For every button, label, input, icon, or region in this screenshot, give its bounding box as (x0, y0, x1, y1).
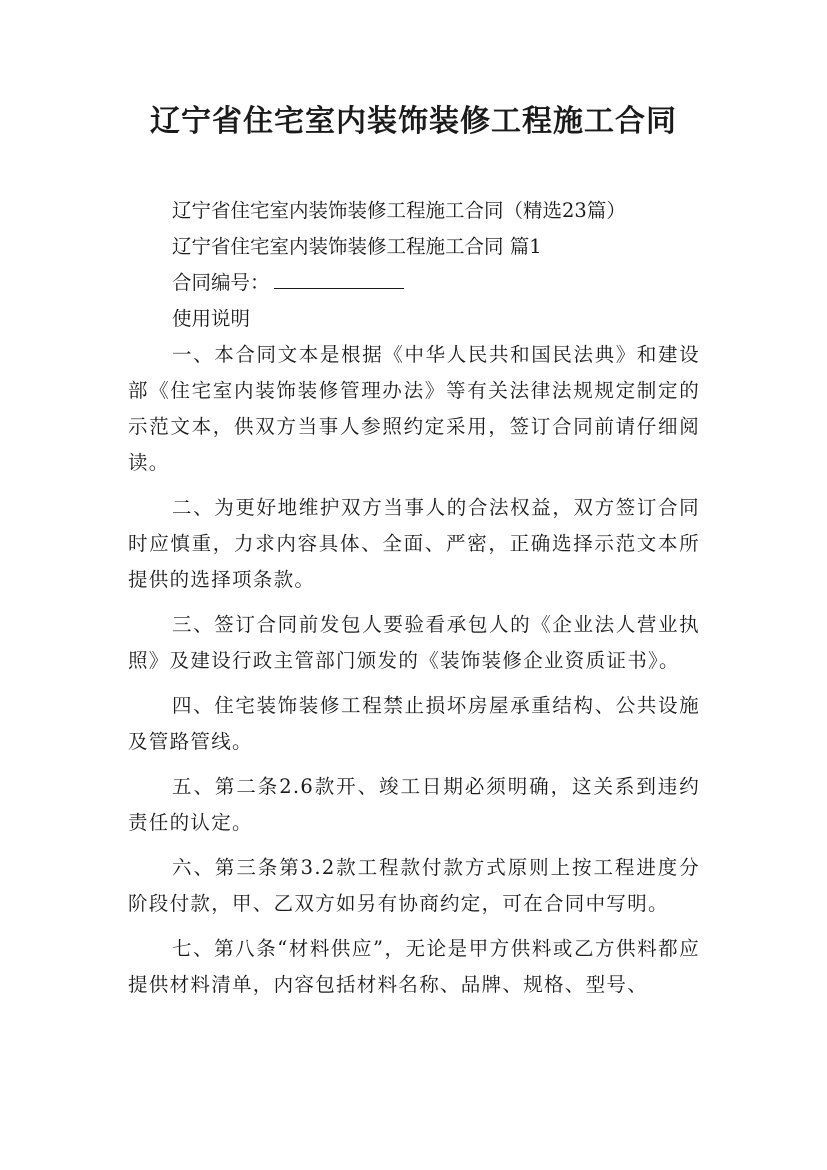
contract-number-blank (274, 270, 404, 289)
paragraph-4: 四、住宅装饰装修工程禁止损坏房屋承重结构、公共设施及管路管线。 (128, 694, 700, 753)
contract-number-label: 合同编号： (172, 271, 270, 294)
collection-title: 辽宁省住宅室内装饰装修工程施工合同（精选23篇） (172, 199, 626, 222)
paragraph-1: 一、本合同文本是根据《中华人民共和国民法典》和建设部《住宅室内装饰装修管理办法》等有关法律法规规定制定的示范文本，供双方当事人参照约定采用，签订合同前请仔细阅读。 (128, 343, 700, 474)
document-title: 辽宁省住宅室内装饰装修工程施工合同 (150, 104, 677, 139)
paragraph-5: 五、第二条2.6款开、竣工日期必须明确，这关系到违约责任的认定。 (128, 775, 700, 834)
article-title: 辽宁省住宅室内装饰装修工程施工合同 篇1 (172, 235, 542, 258)
paragraph-6: 六、第三条第3.2款工程款付款方式原则上按工程进度分阶段付款，甲、乙双方如另有协商约定，可在合同中写明。 (128, 856, 700, 915)
document-body (128, 193, 700, 1003)
paragraph-2: 二、为更好地维护双方当事人的合法权益，双方签订合同时应慎重，力求内容具体、全面、严密，正确选择示范文本所提供的选择项条款。 (128, 496, 700, 591)
usage-heading: 使用说明 (172, 307, 251, 330)
paragraph-7: 七、第八条“材料供应”，无论是甲方供料或乙方供料都应提供材料清单，内容包括材料名称、品牌、规格、型号、 (128, 937, 700, 996)
contract-number-line (128, 265, 700, 301)
paragraph-3: 三、签订合同前发包人要验看承包人的《企业法人营业执照》及建设行政主管部门颁发的《装饰装修企业资质证书》。 (128, 613, 700, 672)
